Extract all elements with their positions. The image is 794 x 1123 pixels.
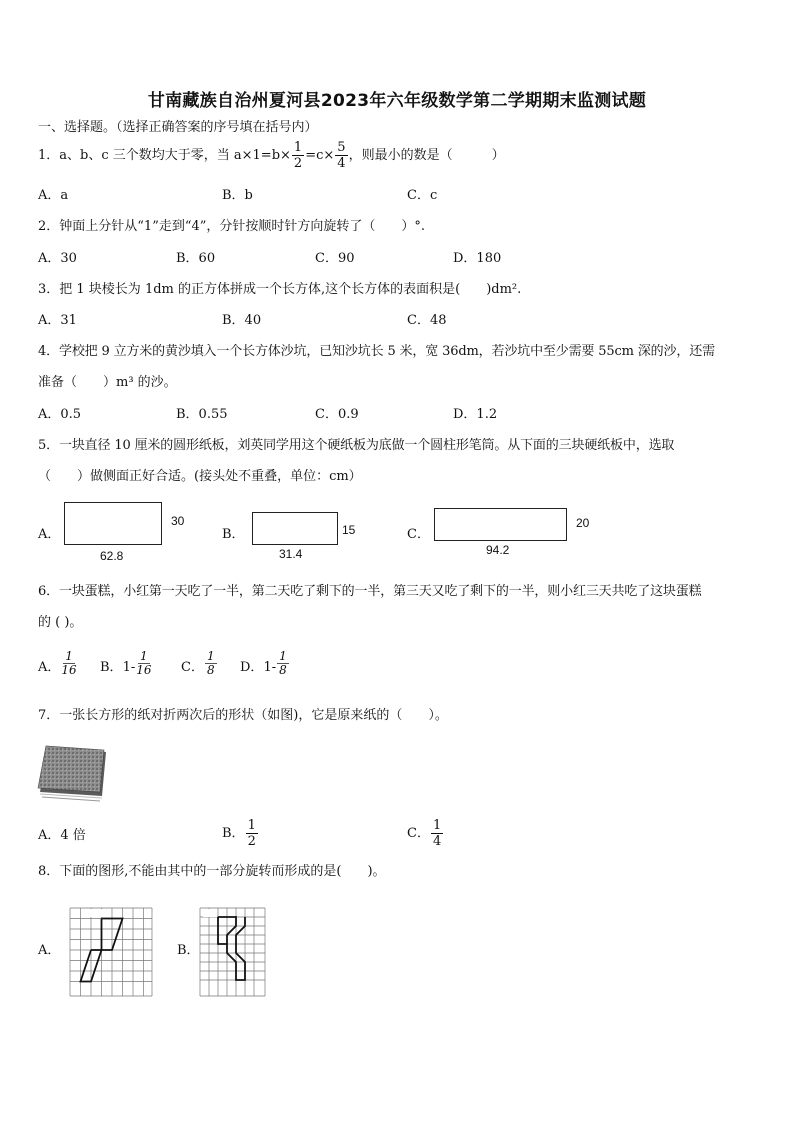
question-3: 3．把 1 块棱长为 1dm 的正方体拼成一个长方体,这个长方体的表面积是( )dm². (38, 282, 522, 297)
fraction-numerator: 1 (279, 649, 287, 663)
q6-option-d-label: D． (240, 660, 264, 675)
q8-option-b-grid-figure[interactable] (198, 906, 268, 998)
q5-option-c-label[interactable]: C． (407, 527, 430, 542)
q6-option-b-prefix: 1- (122, 660, 136, 675)
q7-option-a[interactable]: A．4 倍 (38, 828, 86, 843)
q6-option-a-label: A． (38, 660, 61, 675)
fraction-numerator: 1 (140, 649, 148, 663)
section-heading: 一、选择题。（选择正确答案的序号填在括号内） (38, 120, 318, 135)
q4-option-a[interactable]: A．0.5 (38, 407, 82, 422)
q5-option-b-rectangle[interactable] (252, 512, 338, 545)
question-5-line-1: 5．一块直径 10 厘米的圆形纸板，刘英同学用这个硬纸板为底做一个圆柱形笔筒。从下面的三块硬纸板中，选取 (38, 438, 675, 453)
question-1 (38, 140, 505, 171)
fraction-five-quarters (335, 140, 347, 171)
q1-option-b[interactable]: B．b (222, 188, 253, 203)
q6-option-a[interactable] (38, 650, 77, 677)
q6-option-b[interactable] (100, 650, 152, 677)
q5-option-b-label[interactable]: B． (222, 527, 245, 542)
q8-option-b-label[interactable]: B． (177, 943, 200, 958)
q6-option-d-prefix: 1- (263, 660, 277, 675)
fraction-denominator: 16 (61, 663, 77, 677)
fraction-numerator: 1 (293, 140, 303, 155)
question-2: 2．钟面上分针从“1”走到“4”，分针按顺时针方向旋转了（ ）°. (38, 219, 426, 234)
question-6-line-2: 的 ( )。 (38, 615, 83, 630)
fraction-denominator: 4 (432, 834, 442, 849)
q3-option-b[interactable]: B．40 (222, 313, 262, 328)
q5-option-a-height: 30 (171, 514, 185, 528)
question-8: 8．下面的图形,不能由其中的一部分旋转而形成的是( )。 (38, 864, 386, 879)
q5-option-c-width: 94.2 (486, 543, 510, 557)
q2-option-b[interactable]: B．60 (176, 251, 216, 266)
q5-option-b-width: 31.4 (279, 547, 303, 561)
q6-option-d[interactable] (240, 650, 289, 677)
fraction-one-half (292, 140, 304, 171)
q6-option-a-fraction (61, 650, 76, 677)
q3-option-a[interactable]: A．31 (38, 313, 77, 328)
fraction-denominator: 8 (279, 663, 287, 677)
question-7: 7．一张长方形的纸对折两次后的形状（如图)，它是原来纸的（ ）。 (38, 708, 448, 723)
fraction-numerator: 5 (337, 140, 346, 155)
fraction-numerator: 1 (65, 649, 73, 663)
fraction-numerator: 1 (432, 818, 442, 833)
question-1-text-pre: 1．a、b、c 三个数均大于零，当 a×1=b× (38, 147, 291, 163)
q4-option-c[interactable]: C．0.9 (315, 407, 359, 422)
fraction-denominator: 2 (293, 156, 303, 171)
q4-option-d[interactable]: D．1.2 (453, 407, 498, 422)
question-1-text-post: ，则最小的数是（ ） (348, 147, 505, 163)
q7-option-b[interactable] (222, 818, 259, 849)
fraction-denominator: 2 (247, 834, 256, 849)
q2-option-c[interactable]: C．90 (315, 251, 355, 266)
question-5-line-2: （ ）做侧面正好合适。(接头处不重叠，单位：cm） (38, 469, 362, 484)
q1-option-a[interactable]: A．a (38, 188, 69, 203)
question-6-line-1: 6．一块蛋糕，小红第一天吃了一半，第二天吃了剩下的一半，第三天又吃了剩下的一半，则小红三天共吃了这块蛋糕 (38, 584, 702, 599)
page-title: 甘南藏族自治州夏河县2023年六年级数学第二学期期末监测试题 (147, 91, 647, 111)
q6-option-b-fraction (136, 650, 151, 677)
fraction-numerator: 1 (247, 818, 256, 833)
fraction-denominator: 4 (337, 156, 346, 171)
q6-option-d-fraction (277, 650, 289, 677)
q2-option-a[interactable]: A．30 (38, 251, 77, 266)
q4-option-b[interactable]: B．0.55 (176, 407, 228, 422)
folded-paper-image (36, 744, 110, 804)
fraction-denominator: 16 (136, 663, 152, 677)
question-4-line-1: 4．学校把 9 立方米的黄沙填入一个长方体沙坑，已知沙坑长 5 米，宽 36dm，若沙坑中至少需要 55cm 深的沙，还需 (38, 344, 715, 359)
q5-option-a-width: 62.8 (100, 549, 124, 563)
q2-option-d[interactable]: D．180 (453, 251, 502, 266)
fraction-numerator: 1 (206, 649, 215, 663)
q1-option-c[interactable]: C．c (407, 188, 438, 203)
q5-option-c-rectangle[interactable] (434, 508, 567, 541)
q7-option-c-label: C． (407, 825, 430, 841)
q8-option-a-label[interactable]: A． (38, 943, 61, 958)
q5-option-a-rectangle[interactable] (64, 502, 162, 545)
q6-option-c-label: C． (181, 660, 204, 675)
q7-option-b-label: B． (222, 825, 245, 841)
question-1-text-mid: =c× (305, 147, 335, 163)
q3-option-c[interactable]: C．48 (407, 313, 447, 328)
q5-option-c-height: 20 (576, 516, 590, 530)
q5-option-a-label[interactable]: A． (38, 527, 61, 542)
q6-option-c[interactable] (181, 650, 217, 677)
q7-option-c[interactable] (407, 818, 444, 849)
q5-option-b-height: 15 (342, 523, 356, 537)
question-4-line-2: 准备（ ）m³ 的沙。 (38, 375, 177, 390)
q7-option-c-fraction (431, 818, 443, 849)
q6-option-b-label: B． (100, 660, 123, 675)
q8-option-a-grid-figure[interactable] (68, 906, 154, 998)
q6-option-c-fraction (205, 650, 217, 677)
fraction-denominator: 8 (206, 663, 215, 677)
q7-option-b-fraction (246, 818, 258, 849)
